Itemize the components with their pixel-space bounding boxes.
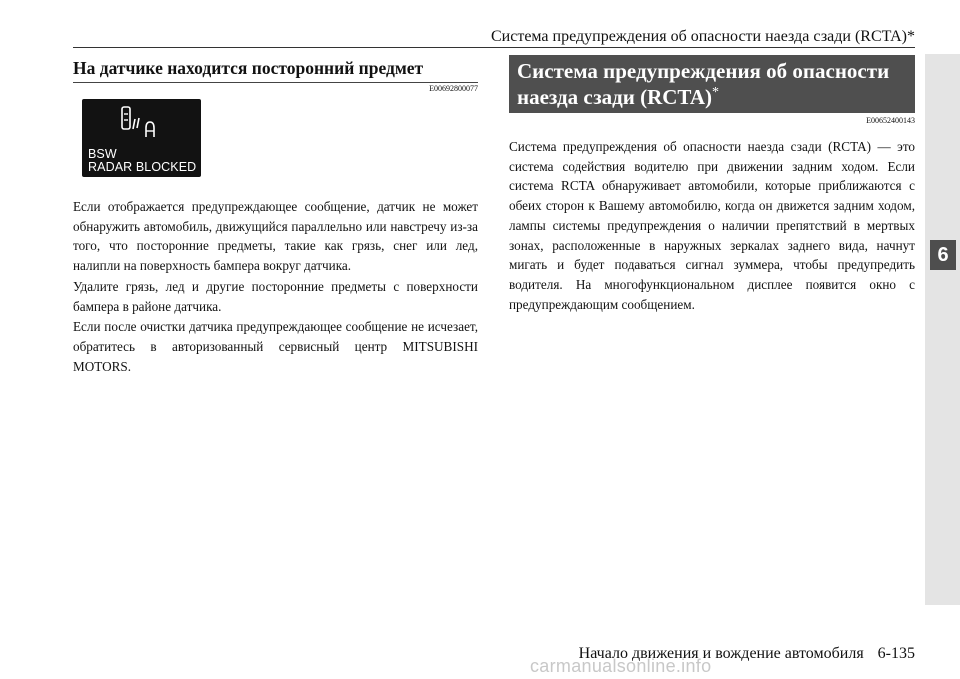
chapter-number: 6 — [930, 240, 956, 270]
page-header-title: Система предупреждения об опасности наезда сзади (RCTA)* — [490, 28, 915, 45]
section-title-box-rcta — [509, 55, 915, 113]
watermark: carmanualsonline.info — [530, 656, 712, 676]
page-number: 6-135 — [877, 645, 915, 662]
header-rule — [73, 47, 915, 48]
radar-blocked-display — [82, 99, 201, 177]
display-line-2: RADAR BLOCKED — [88, 160, 197, 174]
right-body-text — [509, 137, 915, 315]
section-title-sensor-blocked: На датчике находится посторонний предмет — [73, 58, 424, 78]
left-body-text — [73, 197, 478, 377]
section-code: E00652400143 — [866, 116, 915, 125]
radar-sensor-icon — [119, 105, 169, 143]
paragraph: Если после очистки датчика предупреждающее сообщение не исчезает, обратитесь в авторизованный сервисный центр MITSUBISHI MOTORS. — [73, 319, 478, 374]
chapter-tab — [925, 54, 960, 605]
footer-section-title: Начало движения и вождение автомобиля — [578, 645, 864, 662]
section-title-line-2-text: наезда сзади (RCTA) — [517, 85, 713, 109]
section-rule — [73, 82, 478, 83]
title-asterisk: * — [712, 85, 720, 100]
section-code: E00692800077 — [429, 84, 478, 93]
section-title-line-2 — [517, 85, 719, 110]
section-title-line-1: Система предупреждения об опасности — [517, 59, 890, 83]
paragraph: Если отображается предупреждающее сообщение, датчик не может обнаружить автомобиль, движущийся параллельно или навстречу из-за того, что посторонние предметы, такие как грязь, снег или лед, налипли на поверхность бампера вокруг датчика. — [73, 199, 478, 274]
display-line-1: BSW — [88, 147, 117, 161]
paragraph: Удалите грязь, лед и другие посторонние предметы с поверхности бампера в районе датчика. — [73, 278, 478, 314]
paragraph: Система предупреждения об опасности наезда сзади (RCTA) — это система содействия водителю при движении задним ходом. Если система RCTA обнаруживает автомобили, которые приближаются с обеих сторон к Вашему автомобилю, когда он движется задним ходом, лампы системы предупреждения о наличии препятствий в мертвых зонах, расположенные в наружных зеркалах заднего вида, начнут мигать и будет подаваться сигнал зуммера, чтобы предупредить водителя. На многофункциональном дисплее появится окно с предупреждающим сообщением. — [509, 139, 915, 312]
